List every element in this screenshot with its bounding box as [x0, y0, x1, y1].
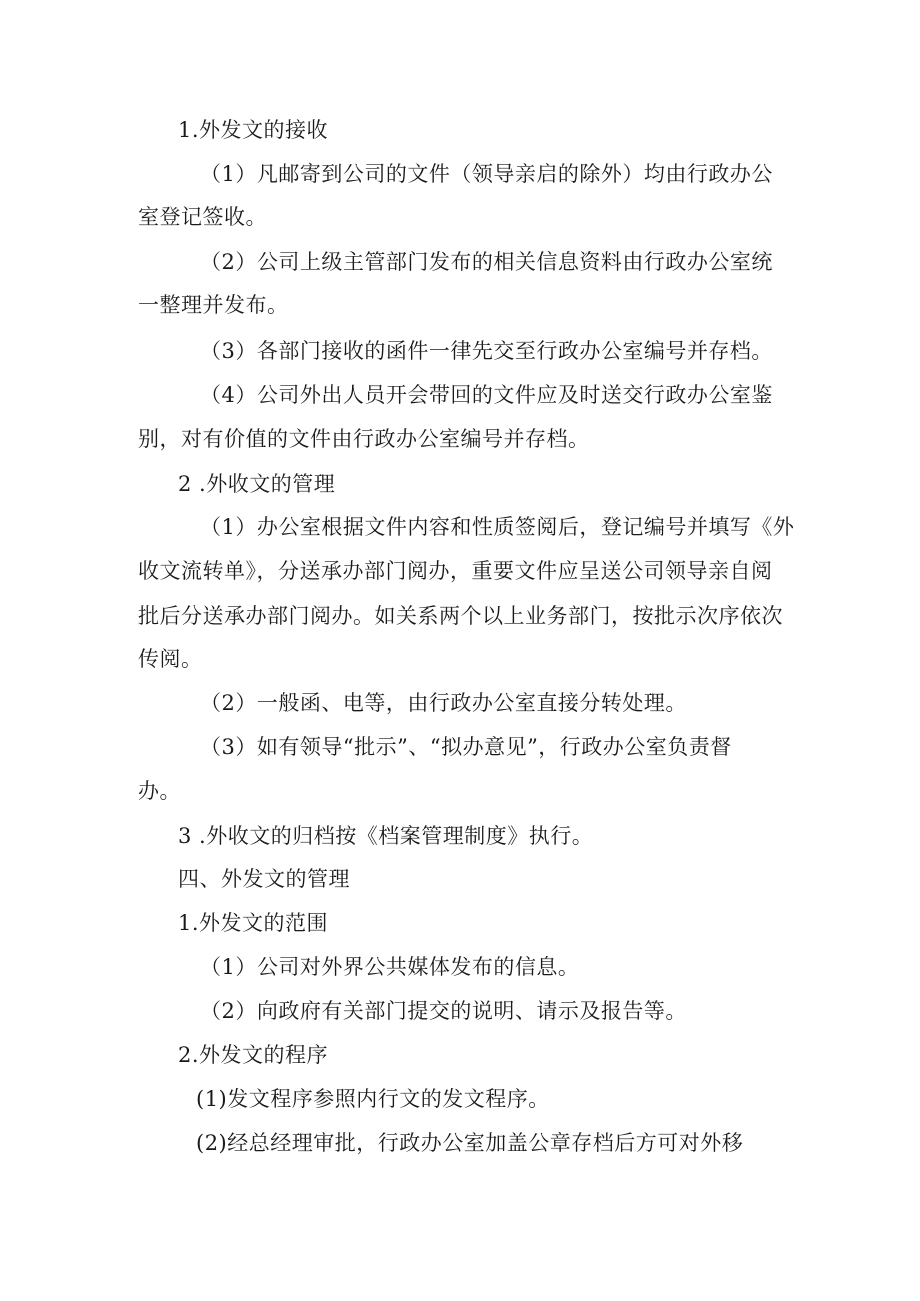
heading-receive-outgoing: 1.外发文的接收: [178, 118, 329, 142]
heading-incoming-management: 2 .外收文的管理: [178, 472, 336, 496]
paragraph-continuation: 室登记签收。: [138, 205, 267, 229]
paragraph-continuation: 一整理并发布。: [138, 293, 289, 317]
paragraph-continuation: 收文流转单》，分送承办部门阅办，重要文件应呈送公司领导亲自阅: [138, 559, 773, 583]
paragraph-item: （1）凡邮寄到公司的文件（领导亲启的除外）均由行政办公: [200, 162, 773, 186]
paragraph-item: （2）一般函、电等，由行政办公室直接分转处理。: [200, 691, 687, 715]
paragraph-item: （3）如有领导“批示”、“拟办意见”，行政办公室负责督: [200, 735, 732, 759]
paragraph-item: （1）办公室根据文件内容和性质签阅后，登记编号并填写《外: [200, 515, 795, 539]
paragraph-continuation: 别，对有价值的文件由行政办公室编号并存档。: [138, 427, 590, 451]
paragraph-continuation: 办。: [138, 779, 181, 803]
paragraph-item: （1）公司对外界公共媒体发布的信息。: [200, 955, 580, 979]
section-heading-four: 四、外发文的管理: [178, 867, 350, 891]
paragraph-item: (2)经总经理审批，行政办公室加盖公章存档后方可对外移: [196, 1131, 744, 1155]
heading-incoming-archive: 3 .外收文的归档按《档案管理制度》执行。: [178, 824, 594, 848]
paragraph-item: (1)发文程序参照内行文的发文程序。: [196, 1087, 550, 1111]
heading-outgoing-procedure: 2.外发文的程序: [178, 1043, 329, 1067]
paragraph-continuation: 传阅。: [138, 647, 203, 671]
paragraph-item: （2）向政府有关部门提交的说明、请示及报告等。: [200, 999, 687, 1023]
paragraph-item: （2）公司上级主管部门发布的相关信息资料由行政办公室统: [200, 250, 773, 274]
heading-outgoing-scope: 1.外发文的范围: [178, 911, 329, 935]
paragraph-item: （3）各部门接收的函件一律先交至行政办公室编号并存档。: [200, 339, 773, 363]
paragraph-item: （4）公司外出人员开会带回的文件应及时送交行政办公室鉴: [200, 383, 773, 407]
paragraph-continuation: 批后分送承办部门阅办。如关系两个以上业务部门，按批示次序依次: [138, 604, 783, 628]
